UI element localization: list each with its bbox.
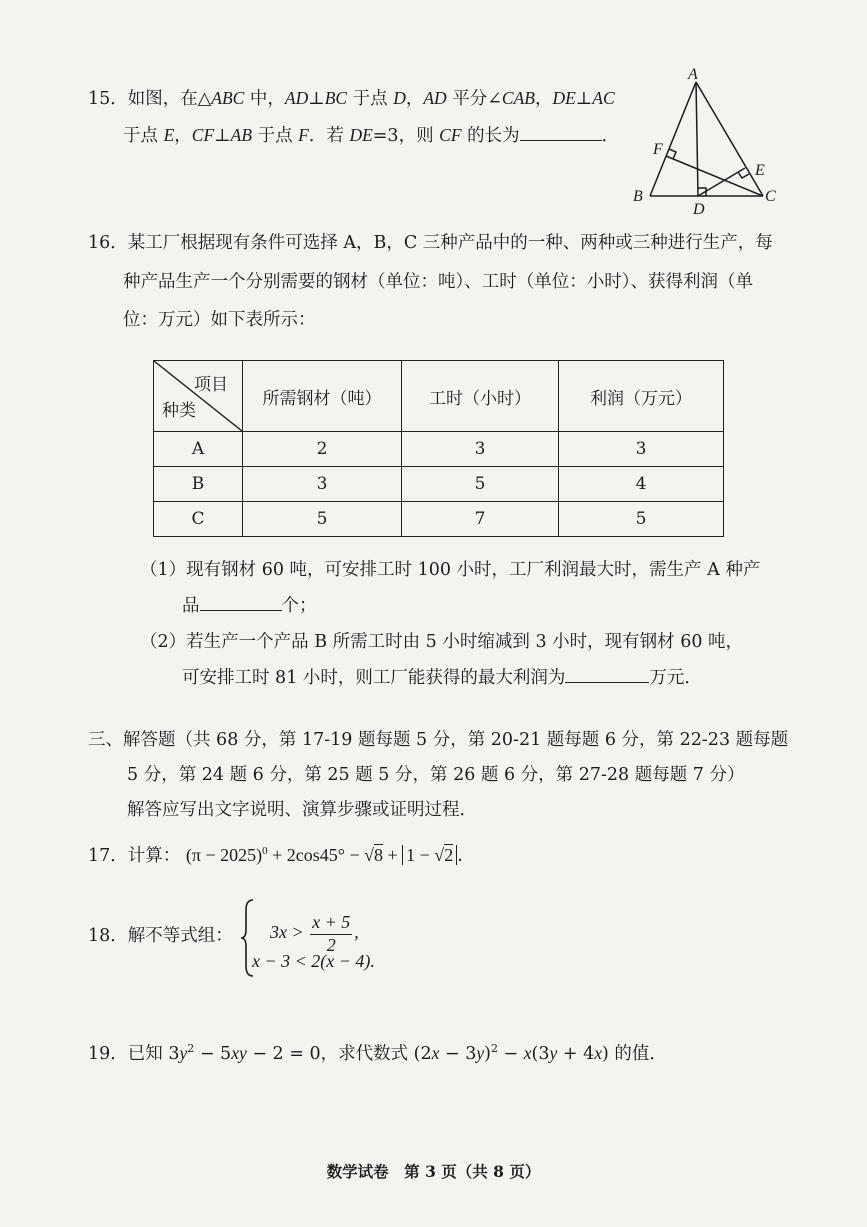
q16-line3: 位：万元）如下表所示： xyxy=(123,310,316,330)
section3-line2: 5 分，第 24 题 6 分，第 25 题 5 分，第 26 题 6 分，第 27-28 题每题 7 分） xyxy=(127,765,745,785)
corner-top-label: 项目 xyxy=(194,375,228,395)
q16-line1: 16．某工厂根据现有条件可选择 A，B，C 三种产品中的一种、两种或三种进行生产，每 xyxy=(88,233,773,253)
segment-cf xyxy=(666,156,763,196)
right-angle-e xyxy=(738,172,749,178)
abs-value: 1 − √2 xyxy=(402,845,457,865)
cell-profit: 3 xyxy=(559,432,724,467)
q16-line2: 种产品生产一个分别需要的钢材（单位：吨）、工时（单位：小时）、获得利润（单 xyxy=(123,272,753,292)
segment-ad xyxy=(696,82,698,196)
header-hours: 工时（小时） xyxy=(402,361,559,432)
q16-sub2-line1: （2）若生产一个产品 B 所需工时由 5 小时缩减到 3 小时，现有钢材 60 吨， xyxy=(140,632,744,652)
label-d: D xyxy=(693,201,705,218)
products-table xyxy=(153,360,724,537)
cell-profit: 4 xyxy=(559,467,724,502)
label-b: B xyxy=(633,188,643,205)
table-corner-cell xyxy=(154,361,243,432)
q16-sub1-line1: （1）现有钢材 60 吨，可安排工时 100 小时，工厂利润最大时，需生产 A 种产 xyxy=(140,560,761,580)
q17-expression: $(\pi - 2025)^0 + 2\cos 45^\circ - √8 + 1 - √2$ ． xyxy=(185,845,476,865)
q16-sub1-answer-blank[interactable] xyxy=(200,609,282,611)
table-row xyxy=(154,467,724,502)
cell-steel: 3 xyxy=(243,467,402,502)
cell-steel: 2 xyxy=(243,432,402,467)
q15-line1: 15．如图，在△ABC 中，AD⊥BC 于点 D，AD 平分∠CAB，DE⊥AC xyxy=(88,88,615,109)
q17-line: 17．计算： $(\pi - 2025)^0 + 2\cos 45^\circ - √8 + 1 - √2$ ． xyxy=(88,845,476,866)
side-ab xyxy=(650,82,696,196)
sqrt-8: √8 xyxy=(364,845,383,865)
side-ac xyxy=(696,82,763,196)
q19-line: 19．已知 $3y^2 - 5xy - 2 = 0$，求代数式 $(2x - 3y)^2 - x(3y + 4x)$ 的值． xyxy=(88,1042,667,1064)
q18-fraction: $\frac{x + 5}{2}$ xyxy=(312,912,351,955)
section3-line3: 解答应写出文字说明、演算步骤或证明过程． xyxy=(127,800,477,820)
q15-answer-blank[interactable] xyxy=(520,139,602,141)
cell-kind: C xyxy=(154,502,243,537)
q15-line2: 于点 E，CF⊥AB 于点 F．若 DE=3，则 CF 的长为 ． xyxy=(123,125,620,146)
q18-label: 18．解不等式组： xyxy=(88,926,233,946)
cell-hours: 5 xyxy=(402,467,559,502)
q18-ineq2: x − 3 < 2(x − 4). xyxy=(252,951,375,971)
q16-sub1-line2: 品 个； xyxy=(182,596,317,616)
q16-sub2-line2: 可安排工时 81 小时，则工厂能获得的最大利润为 万元． xyxy=(182,668,702,688)
q18-ineq1: 3x > $\frac{x + 5}{2}$ , xyxy=(270,912,359,955)
table-header-row xyxy=(154,361,724,432)
table-row xyxy=(154,432,724,467)
table-row xyxy=(154,502,724,537)
cell-profit: 5 xyxy=(559,502,724,537)
label-f: F xyxy=(653,141,663,158)
header-profit: 利润（万元） xyxy=(559,361,724,432)
cell-hours: 3 xyxy=(402,432,559,467)
cell-kind: A xyxy=(154,432,243,467)
header-steel: 所需钢材（吨） xyxy=(243,361,402,432)
label-c: C xyxy=(765,188,776,205)
q16-sub2-answer-blank[interactable] xyxy=(565,681,649,683)
page-footer: 数学试卷 第 3 页（共 8 页） xyxy=(326,1162,541,1181)
cell-steel: 5 xyxy=(243,502,402,537)
cell-hours: 7 xyxy=(402,502,559,537)
cell-kind: B xyxy=(154,467,243,502)
label-e: E xyxy=(755,162,765,179)
q15-triangle-figure xyxy=(625,62,795,222)
label-a: A xyxy=(688,66,698,83)
corner-bottom-label: 种类 xyxy=(162,401,196,421)
section3-line1: 三、解答题（共 68 分，第 17-19 题每题 5 分，第 20-21 题每题 6 分，第 22-23 题每题 xyxy=(88,730,789,750)
